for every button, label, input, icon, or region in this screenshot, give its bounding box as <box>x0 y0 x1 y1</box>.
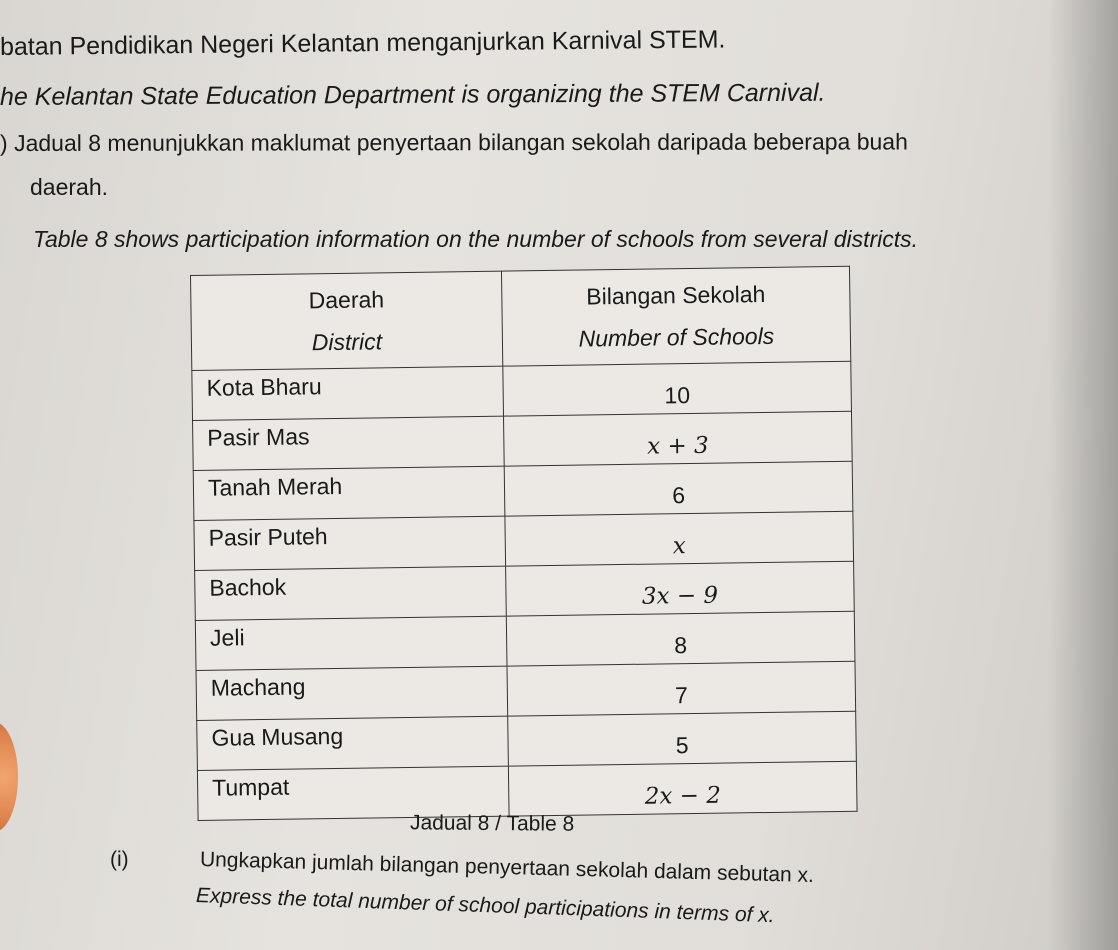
header-line-english: he Kelantan State Education Department is organizing the STEM Carnival. <box>0 78 826 111</box>
count-cell: 6 <box>504 461 853 516</box>
count-cell: x + 3 <box>504 411 853 466</box>
district-cell: Gua Musang <box>197 716 509 770</box>
table-row <box>194 511 854 570</box>
district-cell: Pasir Puteh <box>194 516 506 570</box>
table-8 <box>190 266 858 821</box>
count-cell: 10 <box>503 361 852 416</box>
count-cell: 3x − 9 <box>506 561 855 616</box>
count-cell: 7 <box>507 661 856 716</box>
district-cell: Machang <box>196 666 508 720</box>
count-header-english: Number of Schools <box>578 322 775 352</box>
district-header-english: District <box>311 328 383 356</box>
table-row <box>192 361 852 420</box>
table-row <box>193 411 853 470</box>
table-row <box>196 661 856 720</box>
district-cell: Tumpat <box>197 766 509 820</box>
count-cell: 5 <box>508 711 857 766</box>
table-header-row <box>191 266 851 370</box>
district-cell: Kota Bharu <box>192 366 504 420</box>
count-cell: 2x − 2 <box>508 761 857 816</box>
table-row <box>193 461 853 520</box>
district-header <box>191 271 503 370</box>
question-text-malay: Ungkapkan jumlah bilangan penyertaan sekolah dalam sebutan x. <box>199 848 815 888</box>
district-cell: Bachok <box>195 566 507 620</box>
schools-table <box>190 266 858 821</box>
district-cell: Pasir Mas <box>193 416 505 470</box>
table-caption: Jadual 8 / Table 8 <box>409 811 575 836</box>
header-line-malay: batan Pendidikan Negeri Kelantan menganjurkan Karnival STEM. <box>0 25 726 61</box>
intro-english-line: Table 8 shows participation information on the number of schools from several districts. <box>33 226 919 252</box>
finger-photo-artifact <box>0 722 18 832</box>
count-cell: 8 <box>506 611 855 666</box>
part-label: ) <box>0 129 8 156</box>
count-header <box>501 266 850 366</box>
question-number: (i) <box>110 848 129 871</box>
district-cell: Tanah Merah <box>193 466 505 520</box>
table-row <box>195 611 855 670</box>
count-cell: x <box>505 511 854 566</box>
intro-malay-text-1: Jadual 8 menunjukkan maklumat penyertaan bilangan sekolah daripada beberapa buah <box>14 128 908 156</box>
district-cell: Jeli <box>195 616 507 670</box>
count-header-malay: Bilangan Sekolah <box>586 280 766 310</box>
page-edge-shadow <box>1048 0 1118 950</box>
table-row <box>195 561 855 620</box>
table-row <box>197 711 857 770</box>
question-text-english: Express the total number of school participations in terms of x. <box>195 884 776 928</box>
intro-malay-line-2: daerah. <box>30 174 109 200</box>
intro-malay-line-1 <box>0 126 908 158</box>
district-header-malay: Daerah <box>308 286 385 314</box>
